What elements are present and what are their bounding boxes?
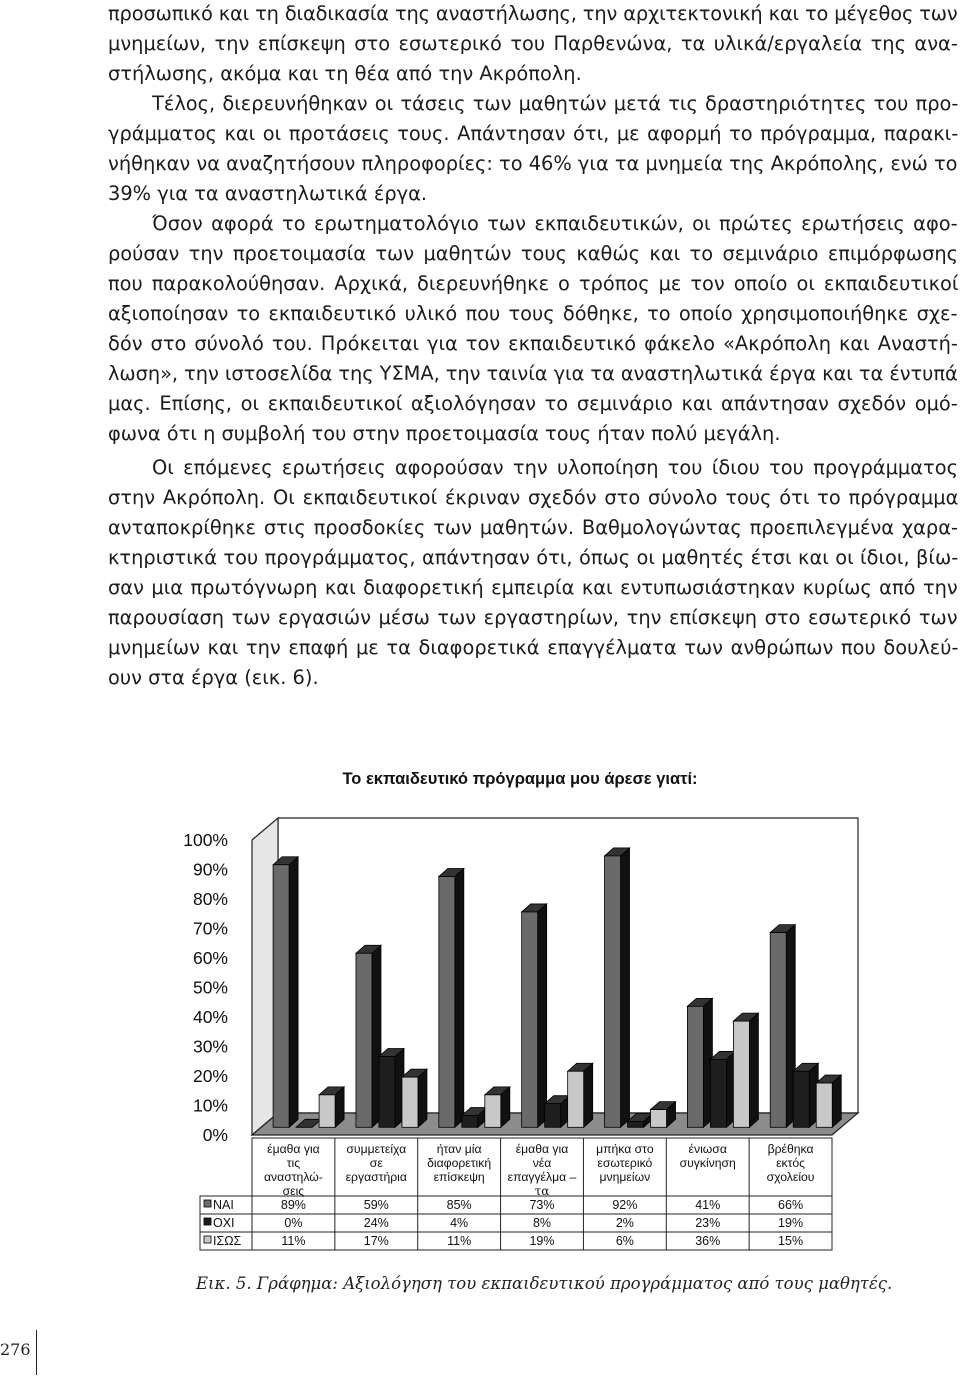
body-line: παρουσίαση των εργασιών μέσω των εργαστηρίων, την επίσκεψη στο εσωτερικό των — [108, 606, 958, 629]
body-line: ρούσαν την προετοιμασία των μαθητών τους καθώς και το σεμινάριο επιμόρφωσης — [108, 242, 959, 265]
category-label: έμαθα για — [515, 1142, 569, 1156]
bar-ΙΣΩΣ-2 — [485, 1095, 501, 1127]
chart-svg — [160, 760, 860, 1270]
y-tick-label: 10% — [192, 1095, 228, 1116]
body-line: ανταποκρίθηκε στις προσδοκίες των μαθητών. Βαθμολογώντας προεπιλεγμένα χαρα- — [108, 516, 959, 539]
bar-side — [538, 904, 547, 1127]
legend-label: ΙΣΩΣ — [213, 1234, 242, 1248]
bar-side — [418, 1069, 427, 1127]
body-line: Όσον αφορά το ερωτηματολόγιο των εκπαιδευτικών, οι πρώτες ερωτήσεις αφο- — [152, 212, 958, 235]
figure-caption: Εικ. 5. Γράφημα: Αξιολόγηση του εκπαιδευτικού προγράμματος από τους μαθητές. — [196, 1274, 893, 1293]
body-line: 39% για τα αναστηλωτικά έργα. — [108, 182, 428, 205]
category-label: αναστηλώ- — [264, 1170, 323, 1184]
category-label: βρέθηκα — [767, 1142, 814, 1156]
bar-ΟΧΙ-3 — [545, 1104, 561, 1128]
data-label: 17% — [363, 1234, 389, 1248]
data-label: 23% — [695, 1216, 721, 1230]
bar-side — [749, 1013, 758, 1127]
y-tick-label: 50% — [192, 977, 228, 998]
category-label: σε — [369, 1156, 383, 1170]
bar-ΙΣΩΣ-5 — [733, 1021, 749, 1127]
y-tick-label: 90% — [192, 859, 228, 880]
data-label: 41% — [695, 1198, 721, 1212]
bar-ΝΑΙ-6 — [770, 933, 786, 1128]
category-label: ήταν μία — [436, 1142, 482, 1156]
data-label: 8% — [532, 1216, 552, 1230]
category-label: έμαθα για — [267, 1142, 320, 1156]
category-label: νέα — [532, 1156, 552, 1170]
category-label: εσωτερικό — [597, 1156, 653, 1170]
data-label: 11% — [447, 1234, 472, 1248]
category-label: ένιωσα — [688, 1142, 727, 1156]
data-label: 59% — [363, 1198, 389, 1212]
bar-side — [621, 848, 630, 1127]
category-label: συγκίνηση — [679, 1156, 736, 1170]
bar-ΟΧΙ-1 — [379, 1057, 395, 1128]
bar-ΟΧΙ-5 — [710, 1059, 726, 1127]
body-line: κτηριστικά του προγράμματος, απάντησαν ότι, όπως οι μαθητές έτσι και οι ίδιοι, βίω- — [108, 546, 959, 569]
data-label: 11% — [281, 1234, 306, 1248]
bar-ΙΣΩΣ-0 — [319, 1095, 335, 1127]
bar-ΟΧΙ-4 — [628, 1121, 644, 1127]
data-label: 66% — [778, 1198, 804, 1212]
data-label: 19% — [778, 1216, 804, 1230]
bar-ΝΑΙ-0 — [273, 865, 289, 1128]
body-line: δόν στο σύνολό του. Πρόκειται για τον εκπαιδευτικό φάκελο «Ακρόπολη και Αναστή- — [108, 332, 958, 355]
data-label: 2% — [615, 1216, 634, 1230]
category-label: συμμετείχα — [346, 1142, 407, 1156]
bar-ΟΧΙ-2 — [462, 1116, 478, 1128]
data-label: 24% — [363, 1216, 389, 1230]
y-tick-label: 60% — [192, 948, 228, 968]
category-label: σχολείου — [766, 1170, 815, 1184]
category-label: τις — [286, 1156, 301, 1170]
bar-ΙΣΩΣ-3 — [568, 1071, 584, 1127]
body-line: αξιοποίησαν το εκπαιδευτικό υλικό που τους δόθηκε, το οποίο χρησιμοποιήθηκε σχε- — [108, 302, 958, 325]
body-line: μας. Επίσης, οι εκπαιδευτικοί αξιολόγησαν το σεμινάριο και απάντησαν σχεδόν ομό- — [108, 392, 958, 415]
body-line: στην Ακρόπολη. Οι εκπαιδευτικοί έκριναν σχεδόν στο σύνολο τους ότι το πρόγραμμα — [108, 486, 959, 509]
body-line: προσωπικό και τη διαδικασία της αναστήλωσης, την αρχιτεκτονική και το μέγεθος των — [108, 2, 958, 25]
category-label: επαγγέλμα – — [507, 1170, 577, 1184]
body-line: Οι επόμενες ερωτήσεις αφορούσαν την υλοποίηση του ίδιου του προγράμματος — [152, 456, 958, 479]
data-label: 89% — [280, 1198, 306, 1212]
category-label: εργαστήρια — [345, 1170, 407, 1184]
category-label: εκτός — [776, 1156, 806, 1170]
data-label: 4% — [450, 1216, 469, 1230]
body-line: σαν μια πρωτόγνωρη και διαφορετική εμπειρία και εντυπωσιάστηκαν κυρίως από την — [108, 576, 958, 599]
category-label: σεις — [282, 1184, 305, 1198]
y-tick-label: 0% — [202, 1125, 228, 1145]
body-line: μνημείων και την επαφή με τα διαφορετικά επαγγέλματα των ανθρώπων που δουλεύ- — [108, 636, 959, 659]
bar-side — [584, 1063, 593, 1127]
bar-ΝΑΙ-3 — [522, 912, 538, 1127]
bar-ΝΑΙ-4 — [605, 856, 621, 1127]
y-tick-label: 20% — [192, 1066, 228, 1086]
category-label: επίσκεψη — [433, 1170, 485, 1184]
bar-side — [832, 1075, 841, 1127]
body-line: που παρακολούθησαν. Αρχικά, διερευνήθηκε ο τρόπος με τον οποίο οι εκπαιδευτικοί — [108, 272, 959, 295]
category-label: μνημείων — [599, 1170, 651, 1184]
category-label: διαφορετική — [427, 1156, 492, 1170]
y-tick-label: 70% — [192, 918, 228, 939]
page-number-rule — [36, 1330, 37, 1375]
bar-ΟΧΙ-6 — [793, 1071, 809, 1127]
body-line: στήλωσης, ακόμα και τη θέα από την Ακρόπολη. — [108, 62, 582, 85]
y-tick-label: 40% — [192, 1007, 228, 1027]
data-label: 15% — [778, 1234, 804, 1248]
legend-key-2 — [204, 1236, 211, 1243]
bar-chart — [160, 760, 860, 1280]
body-line: Τέλος, διερευνήθηκαν οι τάσεις των μαθητών μετά τις δραστηριότητες του προ- — [152, 92, 959, 115]
data-label: 19% — [529, 1234, 555, 1248]
category-label: τα — [534, 1184, 550, 1198]
body-line: νήθηκαν να αναζητήσουν πληροφορίες: το 46% για τα μνημεία της Ακρόπολης, ενώ το — [108, 152, 958, 175]
legend-label: ΟΧΙ — [213, 1216, 235, 1230]
data-label: 0% — [284, 1216, 303, 1230]
chart-title: Το εκπαιδευτικό πρόγραμμα μου άρεσε γιατί: — [342, 770, 698, 788]
bar-ΝΑΙ-2 — [439, 877, 455, 1128]
y-tick-label: 100% — [183, 830, 228, 850]
data-label: 73% — [529, 1198, 555, 1212]
body-line: γράμματος και οι προτάσεις τους. Απάντησαν ότι, με αφορμή το πρόγραμμα, παρακι- — [108, 122, 959, 145]
bar-ΝΑΙ-1 — [356, 953, 372, 1127]
data-label: 36% — [695, 1234, 721, 1248]
body-line: φωνα ότι η συμβολή του στην προετοιμασία τους ήταν πολύ μεγάλη. — [108, 422, 781, 445]
page-number: 276 — [0, 1340, 31, 1359]
legend-label: ΝΑΙ — [213, 1198, 234, 1212]
data-label: 92% — [612, 1198, 638, 1212]
data-label: 6% — [615, 1234, 634, 1248]
bar-ΙΣΩΣ-4 — [651, 1110, 667, 1128]
legend-key-0 — [204, 1200, 211, 1207]
category-label: μπήκα στο — [596, 1142, 654, 1156]
y-tick-label: 30% — [192, 1036, 228, 1057]
body-line: μνημείων, την επίσκεψη στο εσωτερικό του Παρθενώνα, τα υλικά/εργαλεία της ανα- — [108, 32, 958, 55]
data-label: 85% — [446, 1198, 472, 1212]
bar-side — [289, 857, 298, 1128]
body-line: ουν στα έργα (εικ. 6). — [108, 666, 319, 689]
bar-ΙΣΩΣ-6 — [816, 1083, 832, 1127]
bar-side — [455, 869, 464, 1128]
legend-key-1 — [204, 1218, 211, 1225]
bar-ΝΑΙ-5 — [687, 1006, 703, 1127]
bar-ΙΣΩΣ-1 — [402, 1077, 418, 1127]
body-line: λωση», την ιστοσελίδα της ΥΣΜΑ, την ταινία για τα αναστηλωτικά έργα και τα έντυπά — [108, 362, 958, 385]
y-tick-label: 80% — [192, 889, 228, 909]
